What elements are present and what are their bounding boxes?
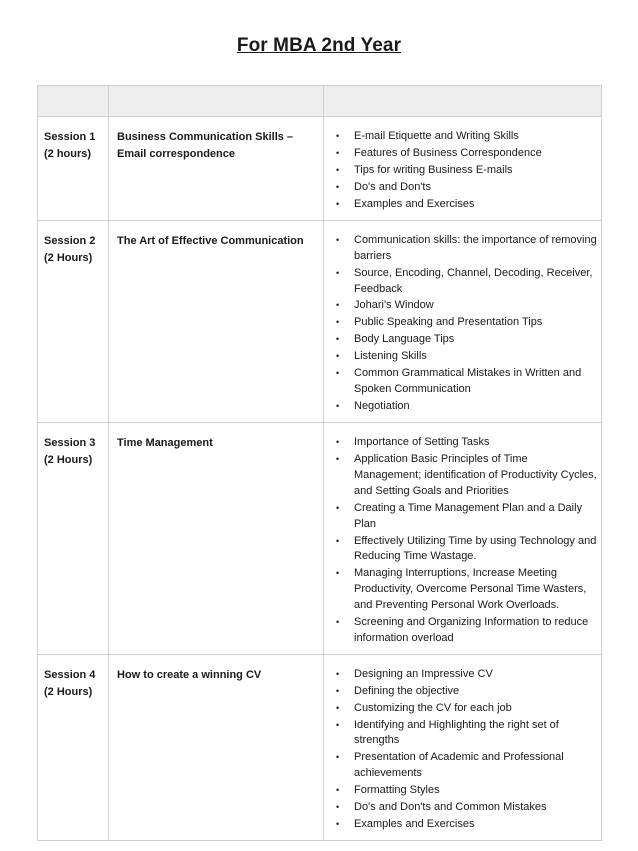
list-item: • Body Language Tips bbox=[334, 332, 597, 348]
header-cell-topic bbox=[109, 86, 324, 117]
session-duration: (2 hours) bbox=[44, 148, 92, 160]
list-item: • Examples and Exercises bbox=[334, 817, 597, 833]
topic-title: Time Management bbox=[117, 437, 213, 450]
bullet-list bbox=[334, 435, 597, 646]
list-item: • Effectively Utilizing Time by using Technology and Reducing Time Wastage. bbox=[334, 534, 597, 566]
contents-cell bbox=[324, 423, 602, 654]
list-item: • Screening and Organizing Information to reduce information overload bbox=[334, 615, 597, 647]
bullet-list bbox=[334, 233, 597, 415]
list-item: • Formatting Styles bbox=[334, 783, 597, 799]
session-cell bbox=[38, 220, 109, 422]
list-item: • Communication skills: the importance of removing barriers bbox=[334, 233, 597, 265]
header-cell-session bbox=[38, 86, 109, 117]
table-row bbox=[38, 220, 602, 422]
list-item: • Importance of Setting Tasks bbox=[334, 435, 597, 451]
contents-cell bbox=[324, 654, 602, 840]
topic-cell bbox=[109, 220, 324, 422]
session-cell bbox=[38, 117, 109, 221]
list-item: • Johari's Window bbox=[334, 298, 597, 314]
list-item: • E-mail Etiquette and Writing Skills bbox=[334, 129, 597, 145]
list-item: • Examples and Exercises bbox=[334, 197, 597, 213]
list-item: • Designing an Impressive CV bbox=[334, 667, 597, 683]
list-item: • Features of Business Correspondence bbox=[334, 146, 597, 162]
bullet-list bbox=[334, 667, 597, 833]
table-header-row bbox=[38, 86, 602, 117]
bullet-list bbox=[334, 129, 597, 213]
contents-cell bbox=[324, 220, 602, 422]
session-table bbox=[37, 85, 602, 841]
list-item: • Customizing the CV for each job bbox=[334, 701, 597, 717]
session-label: Session 4 bbox=[44, 668, 96, 681]
table-row bbox=[38, 117, 602, 221]
page-title: For MBA 2nd Year bbox=[236, 35, 402, 56]
topic-title: How to create a winning CV bbox=[117, 668, 262, 681]
list-item: • Presentation of Academic and Professional achievements bbox=[334, 750, 597, 782]
list-item: • Tips for writing Business E-mails bbox=[334, 163, 597, 179]
session-cell bbox=[38, 654, 109, 840]
table-row bbox=[38, 423, 602, 654]
session-duration: (2 Hours) bbox=[44, 251, 93, 264]
list-item: • Source, Encoding, Channel, Decoding, Receiver, Feedback bbox=[334, 266, 597, 298]
list-item: • Creating a Time Management Plan and a Daily Plan bbox=[334, 501, 597, 533]
topic-title: Business Communication Skills – Email correspondence bbox=[117, 131, 294, 160]
contents-cell bbox=[324, 117, 602, 221]
session-duration: (2 Hours) bbox=[44, 454, 93, 467]
list-item: • Application Basic Principles of Time Management; identification of Productivity Cycles, and Setting Goals and Priorities bbox=[334, 452, 597, 499]
list-item: • Negotiation bbox=[334, 399, 597, 415]
session-label: Session 3 bbox=[44, 437, 96, 450]
list-item: • Identifying and Highlighting the right set of strengths bbox=[334, 718, 597, 750]
topic-title: The Art of Effective Communication bbox=[117, 234, 304, 247]
list-item: • Managing Interruptions, Increase Meeting Productivity, Overcome Personal Time Wasters, and Preventing Personal Work Overloads. bbox=[334, 566, 597, 613]
topic-cell bbox=[109, 654, 324, 840]
session-cell bbox=[38, 423, 109, 654]
list-item: • Do's and Don'ts and Common Mistakes bbox=[334, 800, 597, 816]
session-duration: (2 Hours) bbox=[44, 685, 93, 698]
topic-cell bbox=[109, 117, 324, 221]
list-item: • Public Speaking and Presentation Tips bbox=[334, 315, 597, 331]
header-cell-contents bbox=[324, 86, 602, 117]
list-item: • Do's and Don'ts bbox=[334, 180, 597, 196]
list-item: • Common Grammatical Mistakes in Written and Spoken Communication bbox=[334, 366, 597, 398]
topic-cell bbox=[109, 423, 324, 654]
session-label: Session 2 bbox=[44, 234, 96, 247]
table-row bbox=[38, 654, 602, 840]
session-label: Session 1 bbox=[44, 131, 96, 143]
list-item: • Listening Skills bbox=[334, 349, 597, 365]
list-item: • Defining the objective bbox=[334, 684, 597, 700]
